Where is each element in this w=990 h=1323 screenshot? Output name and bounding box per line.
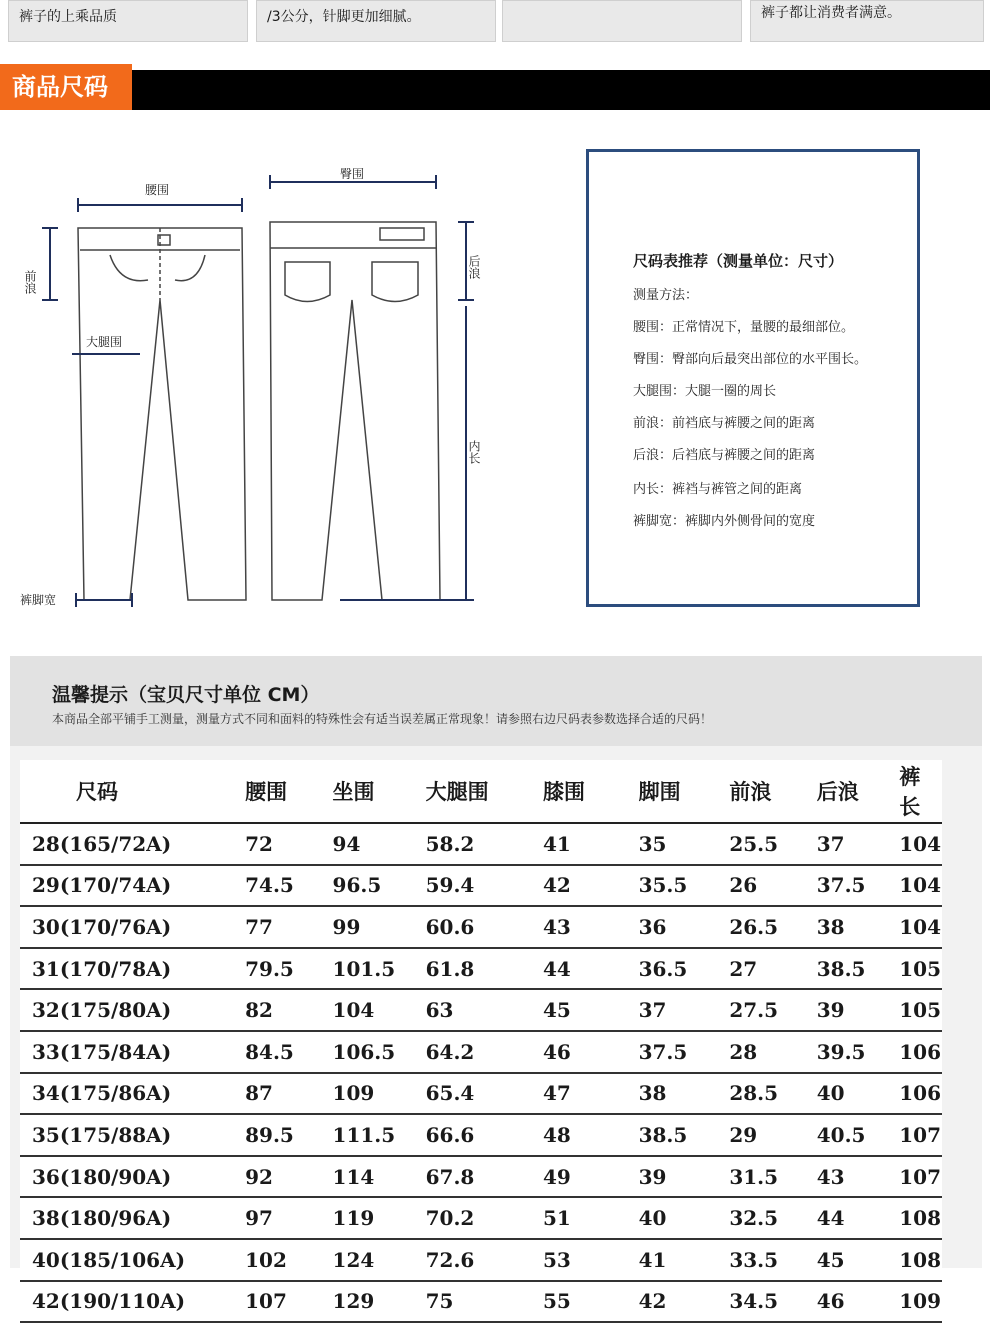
cell-front-rise: 28.5 <box>719 1073 806 1115</box>
cell-back-rise: 37.5 <box>807 865 889 907</box>
legend-item-front-rise: 前浪：前裆底与裤腰之间的距离 <box>633 416 816 431</box>
thigh-label: 大腿围 <box>86 335 123 349</box>
cell-length: 107 <box>889 1114 942 1156</box>
cell-waist: 79.5 <box>235 948 322 990</box>
feature-strip <box>0 0 990 48</box>
cell-hem: 37 <box>629 989 720 1031</box>
table-row <box>20 1156 942 1198</box>
table-row <box>20 1281 942 1323</box>
cell-knee: 44 <box>533 948 629 990</box>
cell-waist: 92 <box>235 1156 322 1198</box>
cell-thigh: 65.4 <box>416 1073 533 1115</box>
cell-back-rise: 43 <box>807 1156 889 1198</box>
cell-hem: 36.5 <box>629 948 720 990</box>
feature-card-3 <box>502 0 742 42</box>
feature-card-2 <box>256 0 496 42</box>
tip-title: 温馨提示（宝贝尺寸单位 CM） <box>52 684 320 706</box>
legend-item-hip: 臀围：臀部向后最突出部位的水平围长。 <box>633 352 868 367</box>
pants-measurement-diagram <box>0 140 560 620</box>
cell-waist: 82 <box>235 989 322 1031</box>
cell-waist: 107 <box>235 1281 322 1323</box>
inseam-label: 内长 <box>467 440 481 464</box>
table-row <box>20 865 942 907</box>
cell-back-rise: 37 <box>807 823 889 865</box>
header-size: 尺码 <box>20 760 235 823</box>
cell-seat: 96.5 <box>323 865 416 907</box>
cell-waist: 84.5 <box>235 1031 322 1073</box>
cell-seat: 111.5 <box>323 1114 416 1156</box>
legend-method: 测量方法： <box>633 288 699 303</box>
cell-seat: 104 <box>323 989 416 1031</box>
cell-hem: 36 <box>629 906 720 948</box>
cell-seat: 129 <box>323 1281 416 1323</box>
cell-seat: 124 <box>323 1239 416 1281</box>
cell-back-rise: 44 <box>807 1197 889 1239</box>
table-header-row <box>20 760 942 823</box>
cell-thigh: 64.2 <box>416 1031 533 1073</box>
cell-back-rise: 39 <box>807 989 889 1031</box>
cell-thigh: 63 <box>416 989 533 1031</box>
cell-size: 32(175/80A) <box>20 989 235 1031</box>
cell-back-rise: 38 <box>807 906 889 948</box>
cell-knee: 51 <box>533 1197 629 1239</box>
cell-front-rise: 29 <box>719 1114 806 1156</box>
header-front-rise: 前浪 <box>719 760 806 823</box>
cell-size: 31(170/78A) <box>20 948 235 990</box>
header-thigh: 大腿围 <box>416 760 533 823</box>
header-hem: 脚围 <box>629 760 720 823</box>
cell-front-rise: 28 <box>719 1031 806 1073</box>
cell-back-rise: 45 <box>807 1239 889 1281</box>
table-row <box>20 823 942 865</box>
cell-seat: 119 <box>323 1197 416 1239</box>
cell-length: 108 <box>889 1239 942 1281</box>
section-header-bar <box>0 70 990 110</box>
cell-length: 109 <box>889 1281 942 1323</box>
legend-item-inseam: 内长：裤裆与裤管之间的距离 <box>633 482 803 497</box>
size-table <box>20 760 942 1323</box>
cell-waist: 89.5 <box>235 1114 322 1156</box>
cell-waist: 72 <box>235 823 322 865</box>
cell-seat: 106.5 <box>323 1031 416 1073</box>
cell-size: 33(175/84A) <box>20 1031 235 1073</box>
cell-front-rise: 27 <box>719 948 806 990</box>
cell-thigh: 59.4 <box>416 865 533 907</box>
table-row <box>20 1073 942 1115</box>
table-row <box>20 906 942 948</box>
cell-knee: 47 <box>533 1073 629 1115</box>
cell-hem: 38.5 <box>629 1114 720 1156</box>
cell-front-rise: 33.5 <box>719 1239 806 1281</box>
cell-waist: 87 <box>235 1073 322 1115</box>
legend-title: 尺码表推荐（测量单位：尺寸） <box>633 252 844 270</box>
table-row <box>20 1114 942 1156</box>
table-row <box>20 948 942 990</box>
cell-back-rise: 40.5 <box>807 1114 889 1156</box>
cell-seat: 99 <box>323 906 416 948</box>
header-seat: 坐围 <box>323 760 416 823</box>
cell-knee: 53 <box>533 1239 629 1281</box>
cell-knee: 46 <box>533 1031 629 1073</box>
cell-thigh: 58.2 <box>416 823 533 865</box>
back-rise-label: 后浪 <box>467 255 481 279</box>
cell-thigh: 72.6 <box>416 1239 533 1281</box>
cell-hem: 41 <box>629 1239 720 1281</box>
cell-waist: 102 <box>235 1239 322 1281</box>
feature-text-1: 裤子的上乘品质 <box>19 9 117 25</box>
cell-thigh: 61.8 <box>416 948 533 990</box>
cell-length: 106 <box>889 1031 942 1073</box>
cell-front-rise: 26.5 <box>719 906 806 948</box>
table-row <box>20 989 942 1031</box>
cell-knee: 55 <box>533 1281 629 1323</box>
cell-size: 42(190/110A) <box>20 1281 235 1323</box>
cell-front-rise: 34.5 <box>719 1281 806 1323</box>
feature-card-4 <box>750 0 984 42</box>
table-row <box>20 1197 942 1239</box>
cell-knee: 42 <box>533 865 629 907</box>
cell-thigh: 67.8 <box>416 1156 533 1198</box>
cell-length: 106 <box>889 1073 942 1115</box>
cell-size: 34(175/86A) <box>20 1073 235 1115</box>
cell-front-rise: 25.5 <box>719 823 806 865</box>
cell-front-rise: 27.5 <box>719 989 806 1031</box>
header-knee: 膝围 <box>533 760 629 823</box>
cell-hem: 35 <box>629 823 720 865</box>
cell-knee: 48 <box>533 1114 629 1156</box>
cell-length: 105 <box>889 989 942 1031</box>
cell-hem: 40 <box>629 1197 720 1239</box>
front-rise-label: 前浪 <box>23 270 37 294</box>
hip-label: 臀围 <box>340 167 365 181</box>
tip-description: 本商品全部平铺手工测量，测量方式不同和面料的特殊性会有适当误差属正常现象！请参照右边尺码表参数选择合适的尺码！ <box>52 712 713 726</box>
cell-seat: 114 <box>323 1156 416 1198</box>
cell-seat: 109 <box>323 1073 416 1115</box>
legend-item-back-rise: 后浪：后裆底与裤腰之间的距离 <box>633 448 816 463</box>
cell-back-rise: 38.5 <box>807 948 889 990</box>
cell-size: 36(180/90A) <box>20 1156 235 1198</box>
legend-item-waist: 腰围：正常情况下，量腰的最细部位。 <box>633 320 855 335</box>
cell-size: 40(185/106A) <box>20 1239 235 1281</box>
section-tab: 商品尺码 <box>0 64 132 110</box>
waist-label: 腰围 <box>145 183 170 197</box>
cell-seat: 101.5 <box>323 948 416 990</box>
cell-seat: 94 <box>323 823 416 865</box>
cell-length: 104 <box>889 906 942 948</box>
cell-waist: 97 <box>235 1197 322 1239</box>
legend-item-thigh: 大腿围：大腿一圈的周长 <box>633 384 777 399</box>
cell-length: 104 <box>889 865 942 907</box>
cell-knee: 45 <box>533 989 629 1031</box>
cell-size: 28(165/72A) <box>20 823 235 865</box>
cell-thigh: 60.6 <box>416 906 533 948</box>
cell-front-rise: 32.5 <box>719 1197 806 1239</box>
cell-back-rise: 40 <box>807 1073 889 1115</box>
cell-waist: 77 <box>235 906 322 948</box>
cell-thigh: 75 <box>416 1281 533 1323</box>
cell-size: 38(180/96A) <box>20 1197 235 1239</box>
feature-text-2: /3公分，针脚更加细腻。 <box>267 9 421 25</box>
cell-thigh: 70.2 <box>416 1197 533 1239</box>
tip-header <box>10 656 982 746</box>
cell-hem: 38 <box>629 1073 720 1115</box>
cell-hem: 42 <box>629 1281 720 1323</box>
cell-waist: 74.5 <box>235 865 322 907</box>
cell-hem: 37.5 <box>629 1031 720 1073</box>
cell-thigh: 66.6 <box>416 1114 533 1156</box>
hem-label: 裤脚宽 <box>20 593 57 607</box>
header-waist: 腰围 <box>235 760 322 823</box>
cell-hem: 39 <box>629 1156 720 1198</box>
cell-knee: 49 <box>533 1156 629 1198</box>
cell-back-rise: 46 <box>807 1281 889 1323</box>
cell-knee: 43 <box>533 906 629 948</box>
cell-length: 108 <box>889 1197 942 1239</box>
cell-front-rise: 31.5 <box>719 1156 806 1198</box>
cell-size: 29(170/74A) <box>20 865 235 907</box>
cell-knee: 41 <box>533 823 629 865</box>
cell-length: 107 <box>889 1156 942 1198</box>
feature-text-4: 裤子都让消费者满意。 <box>761 5 901 21</box>
cell-back-rise: 39.5 <box>807 1031 889 1073</box>
header-back-rise: 后浪 <box>807 760 889 823</box>
legend-item-hem: 裤脚宽：裤脚内外侧骨间的宽度 <box>633 514 816 529</box>
cell-size: 35(175/88A) <box>20 1114 235 1156</box>
table-row <box>20 1031 942 1073</box>
table-row <box>20 1239 942 1281</box>
cell-size: 30(170/76A) <box>20 906 235 948</box>
header-length: 裤长 <box>889 760 942 823</box>
feature-card-1 <box>8 0 248 42</box>
cell-length: 104 <box>889 823 942 865</box>
cell-front-rise: 26 <box>719 865 806 907</box>
cell-length: 105 <box>889 948 942 990</box>
measurement-legend <box>586 149 920 607</box>
cell-hem: 35.5 <box>629 865 720 907</box>
